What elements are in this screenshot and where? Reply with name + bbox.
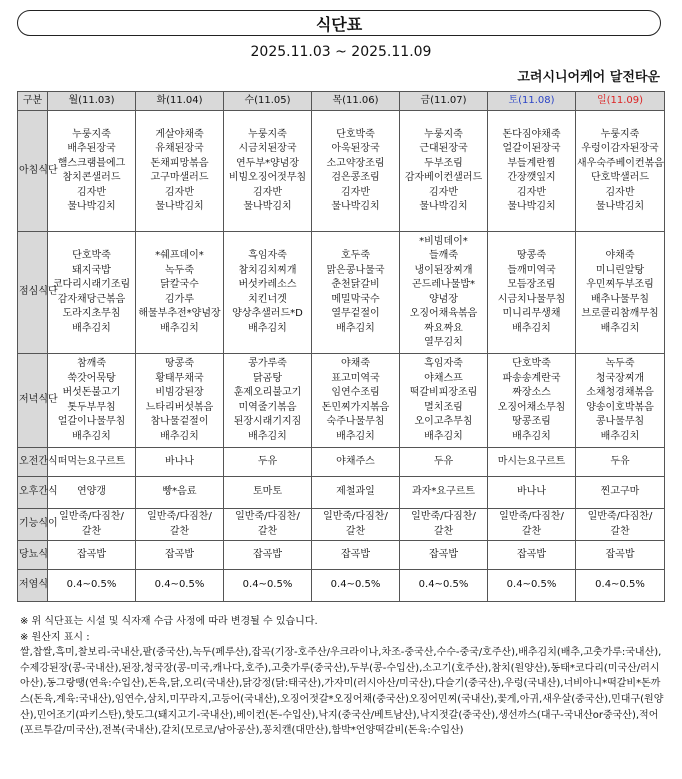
menu-item: 햄스크램블에그 xyxy=(57,157,126,169)
menu-row xyxy=(18,541,665,570)
day-header-sunday: 일(11.09) xyxy=(576,92,665,111)
menu-cell: 두유 xyxy=(400,448,488,477)
menu-item: 소고약장조림 xyxy=(326,157,385,169)
menu-item: 황태무채국 xyxy=(155,372,204,384)
menu-item: 물나박김치 xyxy=(155,201,204,212)
menu-item: 임연수조림 xyxy=(331,387,380,398)
menu-item: 파송송계란국 xyxy=(502,372,561,384)
menu-item: 아욱된장국 xyxy=(331,143,380,154)
menu-item: 간장깻잎지 xyxy=(507,172,556,183)
row-label: 저녁식단 xyxy=(18,354,48,448)
corner-header: 구분 xyxy=(18,92,48,111)
menu-item: 들깨죽 xyxy=(429,250,458,261)
day-header: 금(11.07) xyxy=(400,92,488,111)
menu-cell xyxy=(488,111,576,232)
menu-row xyxy=(18,354,665,448)
menu-item: 물나박김치 xyxy=(243,201,292,212)
menu-item: 버섯돈불고기 xyxy=(62,387,121,398)
menu-cell xyxy=(576,509,665,541)
menu-cell: 과자*요구르트 xyxy=(400,477,488,509)
menu-cell xyxy=(312,232,400,354)
menu-cell: 떠먹는요구르트 xyxy=(48,448,136,477)
menu-item: 들깨미역국 xyxy=(507,264,556,276)
menu-cell: 잡곡밥 xyxy=(48,541,136,570)
menu-item: 누룽지죽 xyxy=(424,128,463,140)
menu-item: 새우숙주베이컨볶음 xyxy=(577,157,664,169)
day-header: 화(11.04) xyxy=(136,92,224,111)
day-header: 목(11.06) xyxy=(312,92,400,111)
menu-item: 모듬장조림 xyxy=(507,279,556,290)
menu-item: 메밀막국수 xyxy=(331,293,380,305)
menu-item: 비빔강된장 xyxy=(155,387,204,398)
menu-cell: 바나나 xyxy=(488,477,576,509)
menu-cell xyxy=(576,232,665,354)
menu-item: 된장시래기지짐 xyxy=(233,416,302,427)
menu-item: 청국장찌개 xyxy=(595,372,645,384)
menu-item: 닭칼국수 xyxy=(160,279,199,290)
menu-item: 배추김치 xyxy=(248,322,287,334)
menu-cell: 두유 xyxy=(576,448,665,477)
menu-cell xyxy=(224,509,312,541)
menu-cell xyxy=(312,509,400,541)
menu-item: 물나박김치 xyxy=(595,201,645,212)
menu-cell: 0.4~0.5% xyxy=(312,570,400,602)
menu-cell xyxy=(400,232,488,354)
notes-section xyxy=(20,614,668,739)
menu-cell xyxy=(312,111,400,232)
menu-item: 숙주나물무침 xyxy=(326,416,385,427)
row-label: 당뇨식 xyxy=(18,541,48,570)
menu-cell: 잡곡밥 xyxy=(224,541,312,570)
menu-item: 참치김치찌개 xyxy=(238,264,297,276)
menu-cell xyxy=(136,509,224,541)
menu-item: 배추김치 xyxy=(72,322,111,334)
menu-item: 닭곰탕 xyxy=(253,372,282,384)
menu-item: 브로콜리참깨무침 xyxy=(581,308,659,319)
menu-cell xyxy=(136,232,224,354)
menu-item: 배추나물무침 xyxy=(591,293,649,305)
menu-cell: 0.4~0.5% xyxy=(488,570,576,602)
menu-row xyxy=(18,232,665,354)
menu-item: 표고미역국 xyxy=(331,372,380,384)
menu-item: 일반죽/다짐찬/ xyxy=(235,511,300,522)
menu-cell xyxy=(312,354,400,448)
menu-item: 배추김치 xyxy=(424,430,463,442)
menu-item: 미역줄기볶음 xyxy=(238,401,297,413)
row-label: 저염식 xyxy=(18,570,48,602)
day-header: 월(11.03) xyxy=(48,92,136,111)
menu-item: 콩가루죽 xyxy=(248,358,287,369)
menu-item: 오이고추무침 xyxy=(414,416,473,427)
menu-cell xyxy=(488,509,576,541)
menu-item: 시금치된장국 xyxy=(238,143,297,154)
menu-item: 해물부추전*양념장 xyxy=(138,308,221,319)
menu-row xyxy=(18,570,665,602)
weekly-menu-table xyxy=(17,91,665,602)
menu-item: 녹두죽 xyxy=(165,264,194,276)
menu-cell xyxy=(224,232,312,354)
menu-period: 2025.11.03 ~ 2025.11.09 xyxy=(250,44,432,60)
menu-cell: 0.4~0.5% xyxy=(576,570,665,602)
menu-item: 단호박샐러드 xyxy=(591,172,649,183)
menu-item: 물나박김치 xyxy=(331,201,380,212)
menu-item: 시금치나물무침 xyxy=(497,293,566,305)
menu-cell: 바나나 xyxy=(136,448,224,477)
menu-item: 양상추샐러드*D xyxy=(232,308,303,319)
menu-item: 김자반 xyxy=(165,186,194,198)
day-header: 수(11.05) xyxy=(224,92,312,111)
menu-item: 물나박김치 xyxy=(419,201,468,212)
menu-cell: 토마토 xyxy=(224,477,312,509)
menu-item: 곤드레나물밥*양념장 xyxy=(412,279,475,305)
menu-item: 톳두부무침 xyxy=(67,401,116,413)
menu-item: 땅콩조림 xyxy=(512,416,551,427)
menu-item: 쑥갓어묵탕 xyxy=(67,372,116,384)
menu-cell xyxy=(488,232,576,354)
menu-item: 춘천닭갈비 xyxy=(331,279,380,290)
menu-item: 배추김치 xyxy=(600,322,640,334)
menu-cell: 연양갱 xyxy=(48,477,136,509)
menu-item: 김가루 xyxy=(165,293,194,305)
menu-item: 일반죽/다짐찬/ xyxy=(147,511,212,522)
menu-item: 미니리무생채 xyxy=(502,308,561,319)
disclaimer-note: ※ 위 식단표는 시설 및 식자재 수급 사정에 따라 변경될 수 있습니다. xyxy=(20,616,318,627)
menu-item: 버섯카레소스 xyxy=(238,279,297,290)
menu-item: 우민찌두부조림 xyxy=(586,279,654,290)
menu-item: 배추김치 xyxy=(160,430,199,442)
menu-cell xyxy=(400,354,488,448)
menu-item: 우렁이감자된장국 xyxy=(581,143,659,154)
menu-cell: 제철과일 xyxy=(312,477,400,509)
menu-item: 김자반 xyxy=(517,186,546,198)
menu-item: 치킨너겟 xyxy=(248,293,287,305)
menu-row xyxy=(18,509,665,541)
menu-item: 냉이된장찌개 xyxy=(414,264,473,276)
menu-item: 얼갈이된장국 xyxy=(502,143,561,154)
menu-item: 얼갈이나물무침 xyxy=(57,416,126,427)
menu-row xyxy=(18,448,665,477)
menu-cell: 잡곡밥 xyxy=(576,541,665,570)
menu-item: 참깨죽 xyxy=(77,358,106,369)
day-header-saturday: 토(11.08) xyxy=(488,92,576,111)
menu-cell xyxy=(488,354,576,448)
page-title: 식단표 xyxy=(17,10,661,36)
row-label: 오전간식 xyxy=(18,448,48,477)
menu-item: 일반죽/다짐찬/ xyxy=(587,511,653,522)
menu-item: 배추김치 xyxy=(160,322,199,334)
menu-cell xyxy=(48,111,136,232)
menu-item: 돈다짐야채죽 xyxy=(502,128,561,140)
menu-cell: 잡곡밥 xyxy=(488,541,576,570)
menu-item: 누룽지죽 xyxy=(72,128,111,140)
menu-item: 일반죽/다짐찬/ xyxy=(411,511,476,522)
menu-cell xyxy=(48,354,136,448)
menu-cell xyxy=(136,111,224,232)
row-label: 아침식단 xyxy=(18,111,48,232)
menu-cell xyxy=(224,111,312,232)
menu-item: 양송이호박볶음 xyxy=(586,401,654,413)
menu-item: 비빔오징어젓무침 xyxy=(228,172,307,183)
menu-item: 오징어채소무침 xyxy=(497,401,566,413)
menu-item: 유채된장국 xyxy=(155,143,204,154)
menu-item: 김자반 xyxy=(77,186,106,198)
menu-cell xyxy=(576,111,665,232)
menu-item: 멸치조림 xyxy=(424,401,463,413)
menu-cell xyxy=(576,354,665,448)
row-label: 점심식단 xyxy=(18,232,48,354)
menu-item: 단호박죽 xyxy=(512,358,551,369)
menu-item: 배추김치 xyxy=(248,430,287,442)
menu-item: 고구마샐러드 xyxy=(150,172,209,183)
menu-item: *쉐프데이* xyxy=(155,250,204,261)
menu-cell: 빵*음료 xyxy=(136,477,224,509)
menu-cell: 잡곡밥 xyxy=(400,541,488,570)
menu-item: 참나물겉절이 xyxy=(150,416,209,427)
menu-item: 훈제오리불고기 xyxy=(233,387,302,398)
menu-cell: 0.4~0.5% xyxy=(136,570,224,602)
menu-item: 소채청경채볶음 xyxy=(586,387,654,398)
menu-item: 야채죽 xyxy=(605,250,635,261)
menu-item: 야채죽 xyxy=(341,358,370,369)
menu-item: 일반죽/다짐찬/ xyxy=(499,511,564,522)
menu-item: 김자반 xyxy=(605,186,635,198)
menu-item: 돈민찌가지볶음 xyxy=(321,401,390,413)
menu-item: 부들계란찜 xyxy=(507,157,556,169)
menu-cell xyxy=(136,354,224,448)
menu-row xyxy=(18,477,665,509)
menu-item: 코다리시래기조림 xyxy=(52,279,131,290)
menu-cell: 두유 xyxy=(224,448,312,477)
menu-item: 땅콩죽 xyxy=(517,250,546,261)
menu-item: 갈찬 xyxy=(169,525,190,537)
menu-item: 누룽지죽 xyxy=(600,128,640,140)
menu-item: 근대된장국 xyxy=(419,143,468,154)
menu-item: 짜장소스 xyxy=(512,387,551,398)
menu-item: 참치콘샐러드 xyxy=(62,172,121,183)
menu-item: 김자반 xyxy=(429,186,458,198)
menu-item: 도라지초무침 xyxy=(62,308,121,319)
menu-cell: 잡곡밥 xyxy=(312,541,400,570)
menu-item: 연두부*양념장 xyxy=(236,157,299,169)
menu-cell xyxy=(48,232,136,354)
menu-cell: 0.4~0.5% xyxy=(224,570,312,602)
origin-text: 쌀,찹쌀,흑미,찰보리-국내산,팥(중국산),녹두(페루산),잡곡(기장-호주산/우크라이나,차조-중국산,수수-중국/호주산),배추김치(배추,고춧가루:국내산),수제강된장(콩-국내산),된장,청국장(콩-미국,캐나다,호주),고춧가루(중국산),두부(콩-수입산),소고기(호주산),참치(원양산),동태*코다리(미국산/러시아산),동그랑땡(연육:수입산),돈육,닭,오리(국내산),닭강정(닭:태국산),가자미(러시아산/미국산),다슬기(중국산),우렁(국내산),너비아니*떡갈비*돈까스(돈육,계육:국내산),임연수,삼치,미꾸라지,고등어(국내산),오징어젓갈*오징어채(중국산)오징어민찌(국내산),꽃게,아귀,새우살(중국산),민대구(원양산),민어조기(파키스탄),핫도그(돼지고기-국내산),베이컨(돈-수입산),낙지(중국산/베트남산),낙지젓갈(중국산),생선까스(대구-국내산or중국산),적어(포르투갈/미국산),전복(국내산),갈치(모로코/남아공산),꽁치캔(대만산),함박*언양떡갈비(돈육:수입산) xyxy=(20,647,664,737)
menu-item: 갈찬 xyxy=(521,525,542,537)
menu-item: 일반죽/다짐찬/ xyxy=(59,511,124,522)
row-label: 오후간식 xyxy=(18,477,48,509)
menu-item: 맑은콩나물국 xyxy=(326,264,385,276)
menu-item: 열무겉절이 xyxy=(331,308,380,319)
menu-item: 갈찬 xyxy=(81,525,102,537)
menu-item: 단호박죽 xyxy=(72,250,111,261)
menu-item: 돼지국밥 xyxy=(72,264,111,276)
menu-item: 김자반 xyxy=(253,186,282,198)
menu-item: 갈찬 xyxy=(433,525,454,537)
organization-name: 고려시니어케어 달전타운 xyxy=(517,70,660,85)
menu-item: 호두죽 xyxy=(341,250,370,261)
menu-cell xyxy=(400,509,488,541)
menu-item: 물나박김치 xyxy=(507,201,556,212)
row-label: 기능식이 xyxy=(18,509,48,541)
menu-item: 미니린알탕 xyxy=(595,264,645,276)
menu-item: 감자베이컨샐러드 xyxy=(404,172,483,183)
menu-item: 김자반 xyxy=(341,186,370,198)
menu-item: 배추김치 xyxy=(72,430,111,442)
menu-item: 짜요짜요 xyxy=(424,322,463,334)
menu-item: 떡갈비피장조림 xyxy=(409,387,478,398)
menu-item: 흑임자죽 xyxy=(248,250,287,261)
menu-item: 열무김치 xyxy=(424,337,463,348)
menu-item: 느타리버섯볶음 xyxy=(145,401,214,413)
menu-item: 야채스프 xyxy=(424,372,463,384)
menu-item: 갈찬 xyxy=(257,525,278,537)
menu-item: *비빔데이* xyxy=(419,235,468,247)
menu-item: 흑임자죽 xyxy=(424,358,463,369)
menu-item: 두부조림 xyxy=(424,157,463,169)
menu-cell xyxy=(400,111,488,232)
menu-cell: 찐고구마 xyxy=(576,477,665,509)
menu-item: 물나박김치 xyxy=(67,201,116,212)
menu-item: 배추김치 xyxy=(336,430,375,442)
menu-cell: 0.4~0.5% xyxy=(48,570,136,602)
menu-item: 갈찬 xyxy=(610,525,630,537)
menu-item: 배추김치 xyxy=(512,322,551,334)
menu-item: 오징어채육볶음 xyxy=(409,308,478,319)
menu-item: 갈찬 xyxy=(345,525,366,537)
menu-item: 돈채피망볶음 xyxy=(150,157,209,169)
origin-title: ※ 원산지 표시 : xyxy=(20,631,90,643)
menu-row xyxy=(18,111,665,232)
menu-item: 배추김치 xyxy=(600,430,640,442)
menu-cell xyxy=(224,354,312,448)
menu-item: 배추김치 xyxy=(512,430,551,442)
menu-item: 게살야채죽 xyxy=(155,128,204,140)
menu-item: 검은콩조림 xyxy=(331,172,380,183)
menu-cell: 잡곡밥 xyxy=(136,541,224,570)
header-row xyxy=(18,92,665,111)
menu-item: 단호박죽 xyxy=(336,128,375,140)
menu-cell: 야채주스 xyxy=(312,448,400,477)
menu-item: 일반죽/다짐찬/ xyxy=(323,511,388,522)
menu-item: 녹두죽 xyxy=(605,358,635,369)
menu-cell xyxy=(48,509,136,541)
menu-item: 누룽지죽 xyxy=(248,128,287,140)
menu-cell: 0.4~0.5% xyxy=(400,570,488,602)
menu-item: 배추김치 xyxy=(336,322,375,334)
menu-item: 땅콩죽 xyxy=(165,358,194,369)
menu-item: 감자채당근볶음 xyxy=(57,293,126,305)
menu-item: 배추된장국 xyxy=(67,143,116,154)
menu-item: 콩나물무침 xyxy=(595,416,645,427)
menu-cell: 마시는요구르트 xyxy=(488,448,576,477)
